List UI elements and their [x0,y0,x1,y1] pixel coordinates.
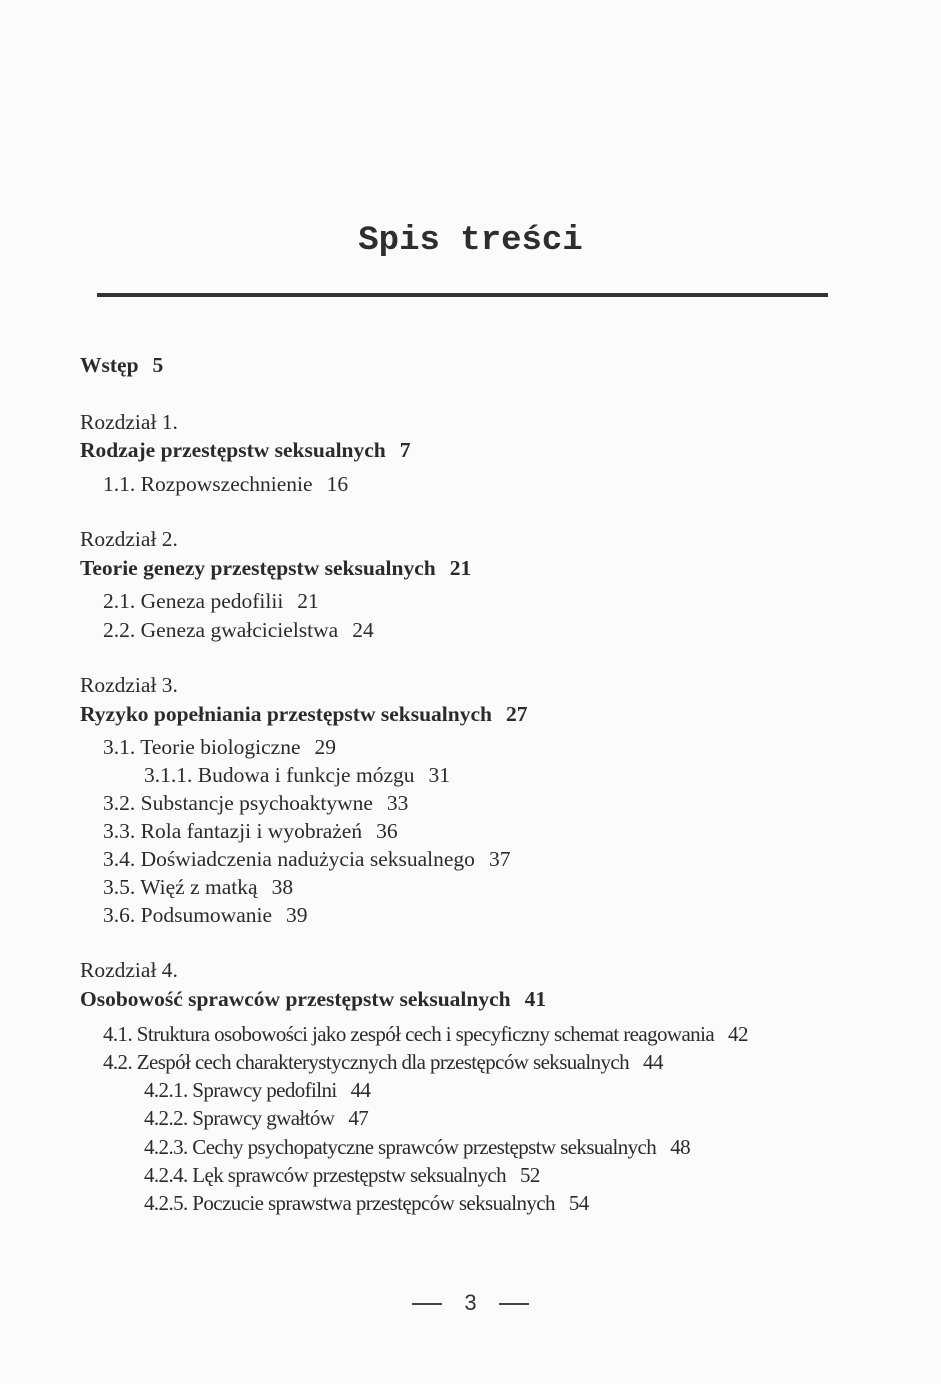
entry-label: 2.1. Geneza pedofilii [103,589,284,613]
entry-label: Osobowość sprawców przestępstw seksualnych [80,987,511,1011]
entry-page: 27 [505,702,528,726]
entry-label: 3.1.1. Budowa i funkcje mózgu [144,763,415,787]
toc-entry-section [103,587,319,615]
entry-label: 3.5. Więź z matką [103,875,258,899]
entry-page: 5 [152,353,164,377]
entry-label: 4.1. Struktura osobowości jako zespół cech i specyficzny schemat reagowania [103,1022,715,1046]
footer-dash-right [499,1303,529,1305]
entry-label: 4.2.3. Cechy psychopatyczne sprawców przestępstw seksualnych [144,1135,657,1159]
entry-page: 31 [428,763,450,787]
entry-page: 33 [386,791,409,815]
entry-label: 4.2.5. Poczucie sprawstwa przestępców seksualnych [144,1191,555,1215]
toc-entry-section [103,845,510,873]
page-title: Spis treści [358,222,583,260]
toc-entry-subsection [144,1076,370,1104]
entry-page: 41 [524,987,547,1011]
entry-page: 29 [314,735,337,759]
entry-page: 16 [326,472,349,496]
entry-label: Ryzyko popełniania przestępstw seksualnych [80,702,492,726]
entry-label: 3.2. Substancje psychoaktywne [103,791,373,815]
toc-entry-subsection [144,1104,368,1132]
entry-label: 4.2.2. Sprawcy gwałtów [144,1106,335,1130]
entry-label: 2.2. Geneza gwałcicielstwa [103,618,339,642]
entry-page: 42 [728,1022,748,1046]
toc-entry-subsection [144,1133,690,1161]
toc-entry-section [103,733,336,761]
entry-page: 37 [488,847,511,871]
toc-entry-section [103,616,374,644]
entry-page: 38 [271,875,294,899]
toc-entry-section [103,817,398,845]
toc-entry-subsection [144,1161,540,1189]
toc-entry-section [103,470,348,498]
toc-entry-section [103,789,408,817]
entry-page: 44 [643,1050,663,1074]
toc-entry-subsection [144,1189,589,1217]
toc-entry-chapter [80,700,527,728]
entry-page: 39 [286,903,308,927]
entry-page: 21 [449,556,472,580]
entry-page: 21 [297,589,319,613]
toc-entry-section [103,1020,748,1048]
entry-label: Teorie genezy przestępstw seksualnych [80,556,436,580]
page-footer [0,1290,941,1316]
footer-dash-left [412,1303,442,1305]
entry-label: 3.4. Doświadczenia nadużycia seksualnego [103,847,475,871]
entry-page: 52 [520,1163,540,1187]
toc-entry-section [103,1048,663,1076]
entry-label: 3.1. Teorie biologiczne [103,735,301,759]
entry-page: 47 [348,1106,369,1130]
entry-label: 4.2. Zespół cech charakterystycznych dla przestępców seksualnych [103,1050,630,1074]
chapter-number: Rozdział 1. [80,410,178,434]
entry-page: 48 [670,1135,690,1159]
toc-entry-chapter [80,985,546,1013]
entry-page: 44 [350,1078,371,1102]
entry-label: 4.2.4. Lęk sprawców przestępstw seksualnych [144,1163,507,1187]
entry-label: 4.2.1. Sprawcy pedofilni [144,1078,337,1102]
page-number: 3 [464,1290,477,1315]
toc-entry-intro [80,351,163,379]
entry-page: 36 [376,819,398,843]
entry-page: 54 [568,1191,589,1215]
chapter-number: Rozdział 2. [80,527,178,551]
chapter-number: Rozdział 3. [80,673,178,697]
entry-label: Rodzaje przestępstw seksualnych [80,438,386,462]
toc-entry-chapter [80,554,471,582]
toc-entry-chapter [80,436,411,464]
entry-label: 1.1. Rozpowszechnienie [103,472,313,496]
entry-label: 3.3. Rola fantazji i wyobrażeń [103,819,363,843]
toc-entry-subsection [144,761,450,789]
toc-entry-section [103,901,308,929]
entry-label: 3.6. Podsumowanie [103,903,273,927]
chapter-number: Rozdział 4. [80,958,178,982]
title-rule [97,293,828,297]
entry-page: 24 [352,618,374,642]
entry-label: Wstęp [80,353,139,377]
entry-page: 7 [399,438,411,462]
toc-entry-section [103,873,293,901]
